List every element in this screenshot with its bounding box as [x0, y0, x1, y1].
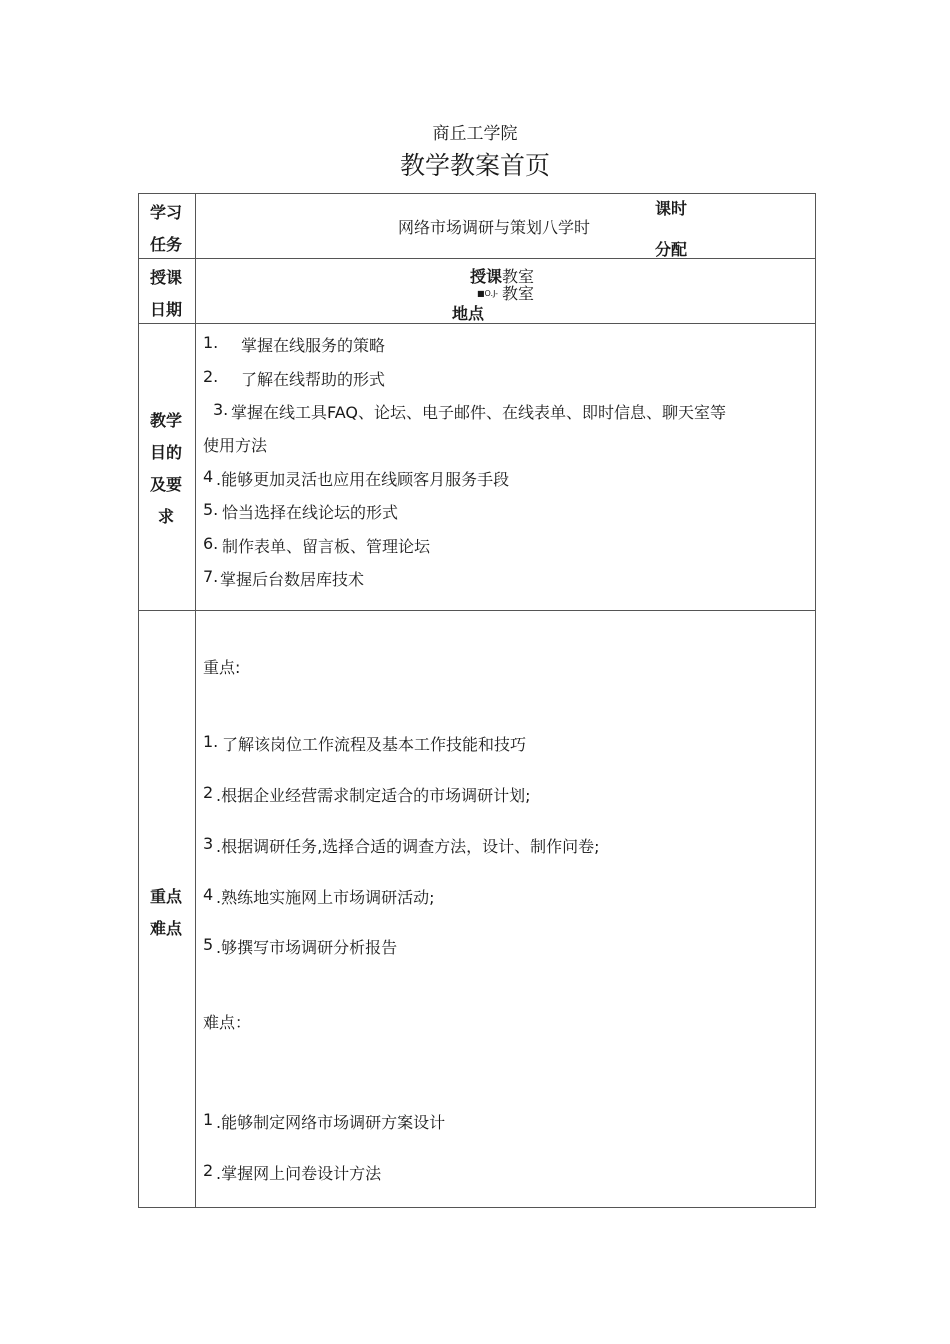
date-label-line2: 日期 [150, 300, 183, 319]
item-text: 了解在线帮助的形式 [241, 370, 386, 389]
item-number: 7. [203, 567, 219, 586]
item-text: 使用方法 [203, 436, 268, 455]
hours-label-line2: 分配 [655, 240, 688, 259]
place-value: 教室 [502, 267, 535, 286]
item-number: 4 [203, 467, 214, 486]
objectives-label [150, 405, 182, 533]
school-name: 商丘工学院 [432, 124, 518, 144]
item-number: 1. [203, 732, 219, 751]
item-text: .根据企业经营需求制定适合的市场调研计划; [216, 786, 531, 805]
item-text: .能够更加灵活也应用在线顾客月服务手段 [216, 470, 510, 489]
objectives-label-line4: 求 [158, 507, 175, 526]
item-number: 2. [203, 367, 219, 386]
objectives-label-line3: 及要 [150, 475, 183, 494]
item-number: 2 [203, 1161, 214, 1180]
item-number: 4 [203, 885, 214, 904]
column-divider [195, 193, 196, 1208]
item-text: 恰当选择在线论坛的形式 [222, 503, 399, 522]
place-overlap-text: 教室 [502, 284, 535, 303]
task-label-line2: 任务 [150, 235, 183, 254]
keypoints-label-line2: 难点 [150, 919, 183, 938]
item-text: 制作表单、留言板、管理论坛 [222, 537, 431, 556]
task-label-line1: 学习 [150, 203, 183, 222]
keypoints-label-line1: 重点 [150, 887, 183, 906]
item-number: 1. [203, 333, 219, 352]
item-number: 3. [213, 400, 229, 419]
item-number: 5. [203, 500, 219, 519]
place-label-line2: 地点 [452, 304, 485, 323]
garbled-mark: ■O.J- [477, 289, 499, 298]
item-text: 了解该岗位工作流程及基本工作技能和技巧 [222, 735, 527, 754]
keypoints-label [150, 881, 182, 945]
task-label [150, 197, 182, 261]
hours-label-line1: 课时 [655, 199, 688, 218]
page-title: 教学教案首页 [399, 151, 550, 180]
row-divider-1 [138, 258, 816, 259]
key-heading: 重点: [203, 658, 241, 677]
task-value: 网络市场调研与策划八学时 [398, 218, 591, 237]
item-text: 掌握后台数居库技术 [220, 570, 365, 589]
item-number: 6. [203, 534, 219, 553]
item-text: 掌握在线工具FAQ、论坛、电子邮件、在线表单、即时信息、聊天室等 [231, 403, 726, 422]
objectives-label-line1: 教学 [150, 411, 183, 430]
date-label [150, 262, 182, 326]
place-label-bold: 授课 [470, 267, 503, 286]
objectives-label-line2: 目的 [150, 443, 183, 462]
item-text: .够撰写市场调研分析报告 [216, 938, 398, 957]
item-text: .掌握网上问卷设计方法 [216, 1164, 382, 1183]
table-frame [138, 193, 816, 1208]
item-text: 掌握在线服务的策略 [241, 336, 386, 355]
item-number: 2 [203, 783, 214, 802]
item-number: 1 [203, 1110, 214, 1129]
item-number: 5 [203, 935, 214, 954]
date-label-line1: 授课 [150, 268, 183, 287]
row-divider-3 [138, 610, 816, 611]
item-text: .根据调研任务,选择合适的调查方法，设计、制作问卷; [216, 837, 600, 856]
item-number: 3 [203, 834, 214, 853]
item-text: .能够制定网络市场调研方案设计 [216, 1113, 446, 1132]
item-text: .熟练地实施网上市场调研活动; [216, 888, 435, 907]
difficulty-heading: 难点： [203, 1013, 252, 1032]
